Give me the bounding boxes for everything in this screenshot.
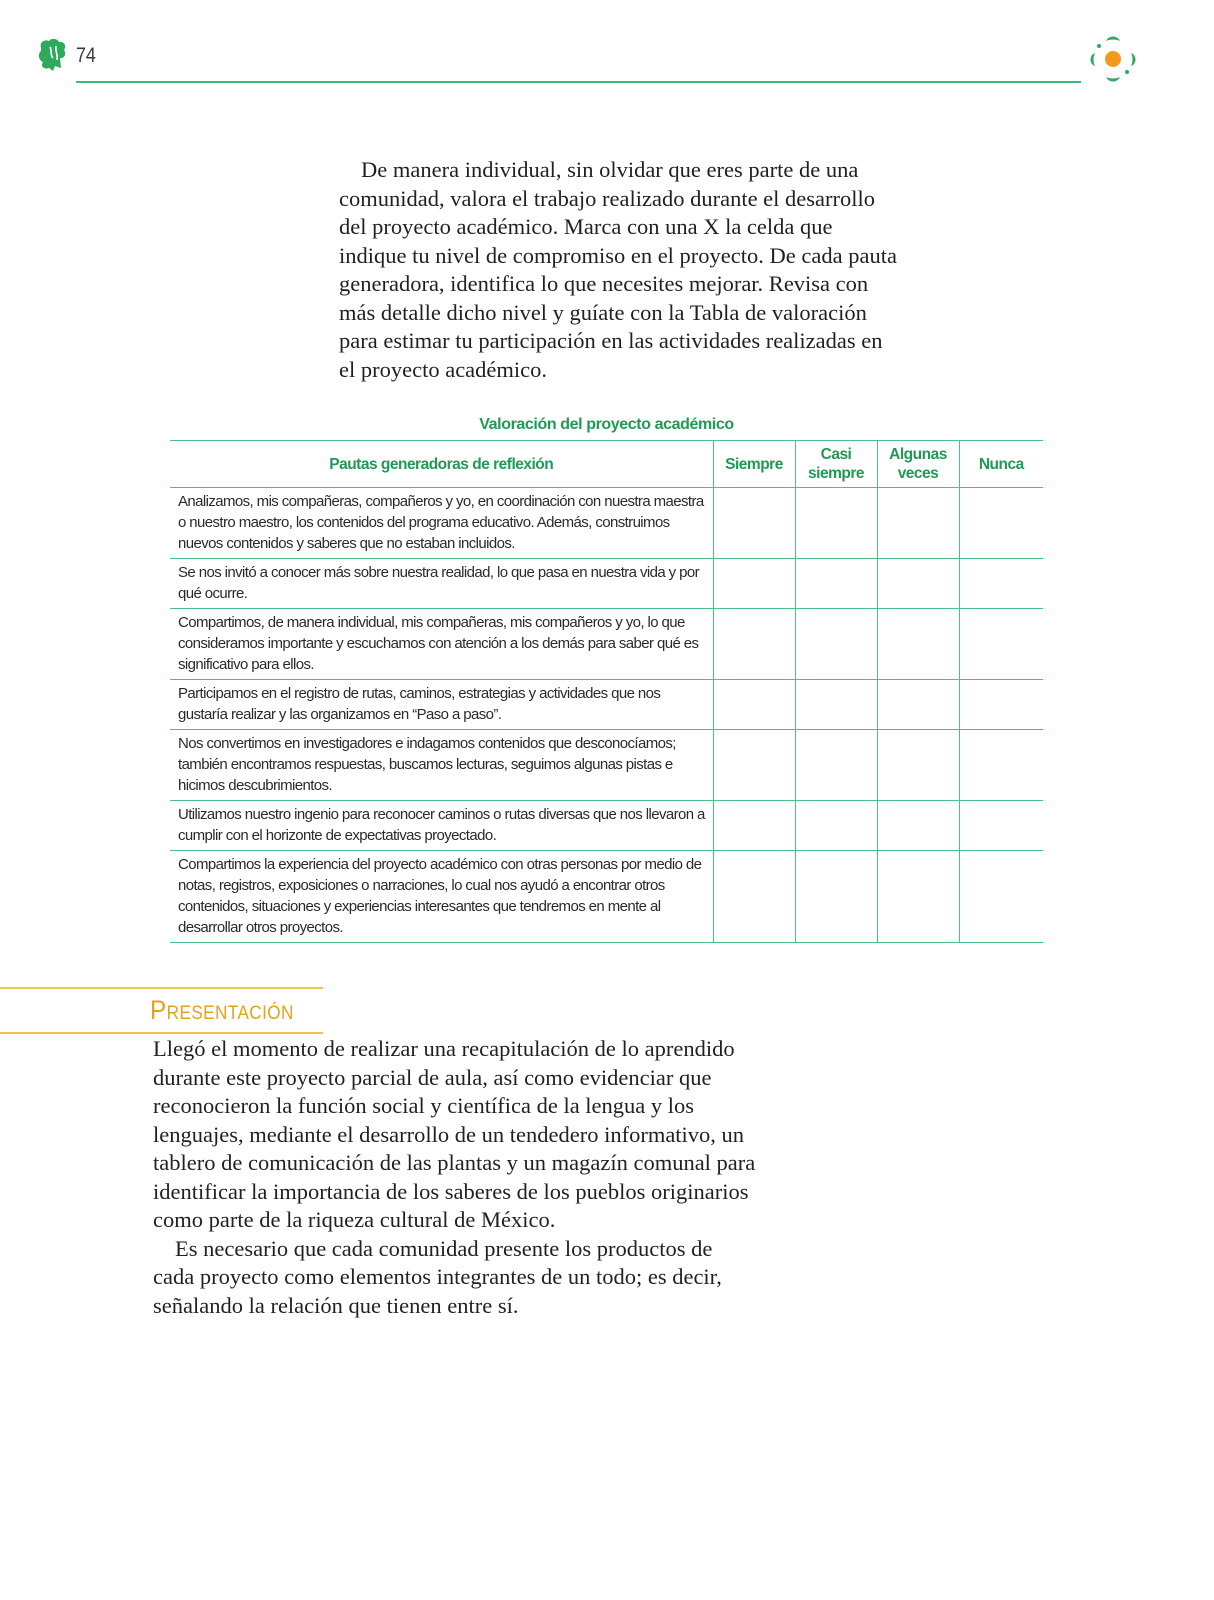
table-row [170, 488, 1043, 559]
cell-algunas-veces[interactable] [877, 609, 959, 680]
cell-siempre[interactable] [713, 680, 795, 730]
header-pautas: Pautas generadoras de reflexión [170, 441, 713, 488]
row-text: Participamos en el registro de rutas, caminos, estrategias y actividades que nos gustaría realizar y las organizamos en “Paso a paso”. [170, 680, 713, 730]
evaluation-table [170, 440, 1043, 943]
cell-casi-siempre[interactable] [795, 730, 877, 801]
table-row [170, 851, 1043, 943]
section-body [153, 1035, 758, 1320]
table-header-row [170, 441, 1043, 488]
cell-nunca[interactable] [959, 609, 1043, 680]
cell-siempre[interactable] [713, 730, 795, 801]
header-casi-siempre: Casi siempre [795, 441, 877, 488]
section-title: Presentación [150, 995, 294, 1025]
cell-algunas-veces[interactable] [877, 801, 959, 851]
cell-casi-siempre[interactable] [795, 801, 877, 851]
cell-siempre[interactable] [713, 851, 795, 943]
header-nunca: Nunca [959, 441, 1043, 488]
table-row [170, 680, 1043, 730]
header-algunas-veces: Algunas veces [877, 441, 959, 488]
row-text: Compartimos, de manera individual, mis compañeras, mis compañeros y yo, lo que consideramos importante y escuchamos con atención a los demás para saber qué es significativo para ellos. [170, 609, 713, 680]
cell-nunca[interactable] [959, 559, 1043, 609]
cell-nunca[interactable] [959, 730, 1043, 801]
cell-nunca[interactable] [959, 851, 1043, 943]
table-row [170, 559, 1043, 609]
cell-algunas-veces[interactable] [877, 680, 959, 730]
row-text: Utilizamos nuestro ingenio para reconocer caminos o rutas diversas que nos llevaron a cumplir con el horizonte de expectativas proyectado. [170, 801, 713, 851]
intro-paragraph: De manera individual, sin olvidar que eres parte de una comunidad, valora el trabajo realizado durante el desarrollo del proyecto académico. Marca con una X la celda que indique tu nivel de compromiso en el proyecto. De cada pauta generadora, identifica lo que necesites mejorar. Revisa con más detalle dicho nivel y guíate con la Tabla de valoración para estimar tu participación en las actividades realizadas en el proyecto académico. [339, 157, 897, 382]
cell-algunas-veces[interactable] [877, 730, 959, 801]
cell-nunca[interactable] [959, 680, 1043, 730]
cell-siempre[interactable] [713, 801, 795, 851]
cell-algunas-veces[interactable] [877, 851, 959, 943]
body-paragraph: Llegó el momento de realizar una recapitulación de lo aprendido durante este proyecto parcial de aula, así como evidenciar que reconocieron la función social y científica de la lengua y los lenguajes, mediante el desarrollo de un tendedero informativo, un tablero de comunicación de las plantas y un magazín comunal para identificar la importancia de los saberes de los pueblos originarios como parte de la riqueza cultural de México. [153, 1036, 756, 1232]
cell-casi-siempre[interactable] [795, 609, 877, 680]
table-row [170, 730, 1043, 801]
page-number: 74 [76, 44, 96, 67]
cell-casi-siempre[interactable] [795, 488, 877, 559]
cell-nunca[interactable] [959, 801, 1043, 851]
header-rule [76, 81, 1081, 83]
cell-algunas-veces[interactable] [877, 559, 959, 609]
cell-casi-siempre[interactable] [795, 559, 877, 609]
cell-siempre[interactable] [713, 609, 795, 680]
row-text: Nos convertimos en investigadores e indagamos contenidos que desconocíamos; también encontramos respuestas, buscamos lecturas, seguimos algunas pistas e hicimos descubrimientos. [170, 730, 713, 801]
row-text: Se nos invitó a conocer más sobre nuestra realidad, lo que pasa en nuestra vida y por qué ocurre. [170, 559, 713, 609]
section-rule-top [0, 987, 323, 989]
section-rule-bottom [0, 1032, 323, 1034]
body-paragraph: Es necesario que cada comunidad presente los productos de cada proyecto como elementos integrantes de un todo; es decir, señalando la relación que tienen entre sí. [153, 1235, 722, 1318]
table-row [170, 801, 1043, 851]
cell-casi-siempre[interactable] [795, 680, 877, 730]
cell-algunas-veces[interactable] [877, 488, 959, 559]
community-logo-icon [1085, 33, 1141, 85]
table-row [170, 609, 1043, 680]
row-text: Compartimos la experiencia del proyecto académico con otras personas por medio de notas, registros, exposiciones o narraciones, lo cual nos ayudó a encontrar otros contenidos, situaciones y experiencias interesantes que tendremos en mente al desarrollar otros proyectos. [170, 851, 713, 943]
header-siempre: Siempre [713, 441, 795, 488]
cell-siempre[interactable] [713, 559, 795, 609]
row-text: Analizamos, mis compañeras, compañeros y yo, en coordinación con nuestra maestra o nuestro maestro, los contenidos del programa educativo. Además, construimos nuevos contenidos y saberes que no estaban incluidos. [170, 488, 713, 559]
leaf-figure-icon [37, 38, 67, 72]
cell-casi-siempre[interactable] [795, 851, 877, 943]
cell-nunca[interactable] [959, 488, 1043, 559]
cell-siempre[interactable] [713, 488, 795, 559]
table-title: Valoración del proyecto académico [479, 416, 734, 433]
